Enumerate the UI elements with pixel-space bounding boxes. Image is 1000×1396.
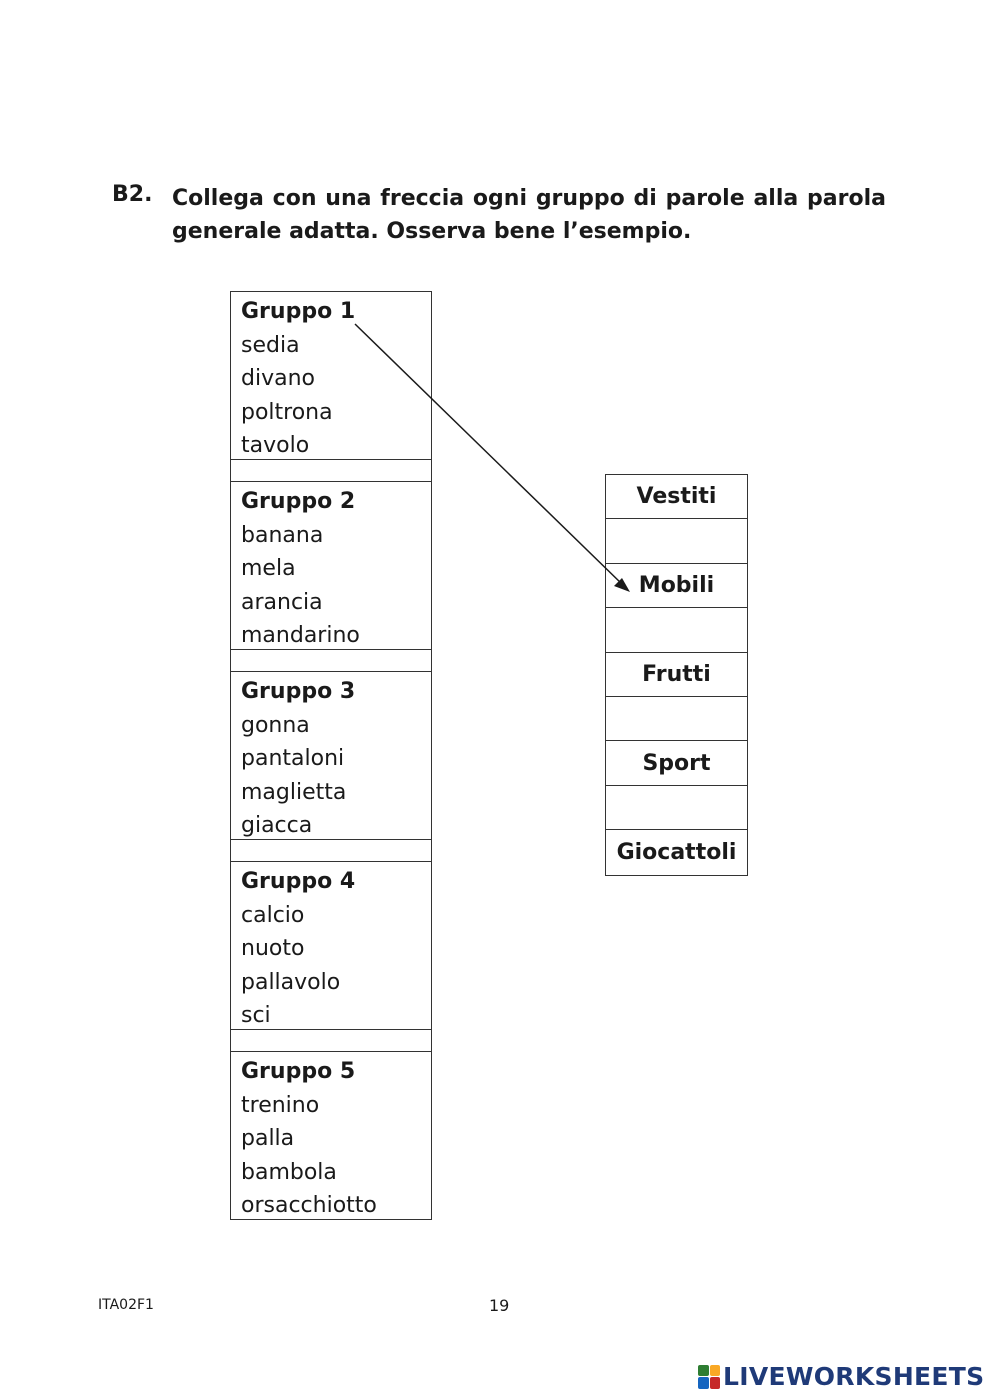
- group-word: giacca: [241, 813, 313, 838]
- brand-logo[interactable]: [698, 1362, 984, 1391]
- group-divider: [230, 1030, 432, 1051]
- group-word: mela: [241, 556, 296, 581]
- group-divider: [230, 460, 432, 481]
- category-gap: [606, 519, 747, 563]
- category-gap: [606, 608, 747, 652]
- group-title: Gruppo 5: [241, 1059, 356, 1084]
- group-divider: [230, 840, 432, 861]
- group-word: banana: [241, 522, 324, 548]
- group-word: poltrona: [241, 399, 333, 425]
- group-title: Gruppo 2: [241, 489, 356, 514]
- group-box-4[interactable]: [230, 861, 432, 1030]
- group-word: orsacchiotto: [241, 1193, 377, 1218]
- group-word: mandarino: [241, 623, 360, 648]
- category-gap: [606, 697, 747, 741]
- group-title: Gruppo 3: [241, 679, 356, 704]
- category-vestiti[interactable]: Vestiti: [606, 475, 747, 519]
- group-word: tavolo: [241, 433, 310, 458]
- liveworksheets-icon: [698, 1365, 720, 1389]
- group-divider: [230, 650, 432, 671]
- group-word: pantaloni: [241, 746, 345, 771]
- group-word: gonna: [241, 712, 310, 738]
- category-giocattoli[interactable]: Giocattoli: [616, 839, 737, 865]
- question-number: B2.: [112, 182, 153, 207]
- group-word: nuoto: [241, 936, 305, 961]
- group-word: arancia: [241, 589, 323, 615]
- group-word: palla: [241, 1126, 295, 1151]
- group-word: calcio: [241, 902, 305, 928]
- footer-code: ITA02F1: [98, 1297, 154, 1313]
- group-word: trenino: [241, 1092, 320, 1118]
- groups-column: [230, 291, 432, 1220]
- category-mobili[interactable]: Mobili: [606, 564, 747, 608]
- group-word: sedia: [241, 332, 300, 358]
- brand-name: LIVEWORKSHEETS: [723, 1362, 985, 1391]
- group-box-3[interactable]: [230, 671, 432, 840]
- category-sport[interactable]: Sport: [606, 741, 747, 785]
- question-text: Collega con una freccia ogni gruppo di parole alla parola generale adatta. Osserva bene l’esempio.: [172, 186, 886, 244]
- group-word: sci: [241, 1003, 271, 1028]
- group-title: Gruppo 1: [241, 299, 356, 324]
- group-box-5[interactable]: [230, 1051, 432, 1220]
- category-gap: [606, 786, 747, 830]
- group-word: maglietta: [241, 779, 347, 805]
- categories-column: [605, 474, 748, 876]
- category-frutti[interactable]: Frutti: [606, 653, 747, 697]
- group-title: Gruppo 4: [241, 869, 356, 894]
- group-word: bambola: [241, 1159, 337, 1185]
- group-word: divano: [241, 366, 315, 391]
- group-box-2[interactable]: [230, 481, 432, 650]
- page-number: 19: [489, 1296, 510, 1315]
- group-box-1[interactable]: [230, 291, 432, 460]
- group-word: pallavolo: [241, 969, 341, 995]
